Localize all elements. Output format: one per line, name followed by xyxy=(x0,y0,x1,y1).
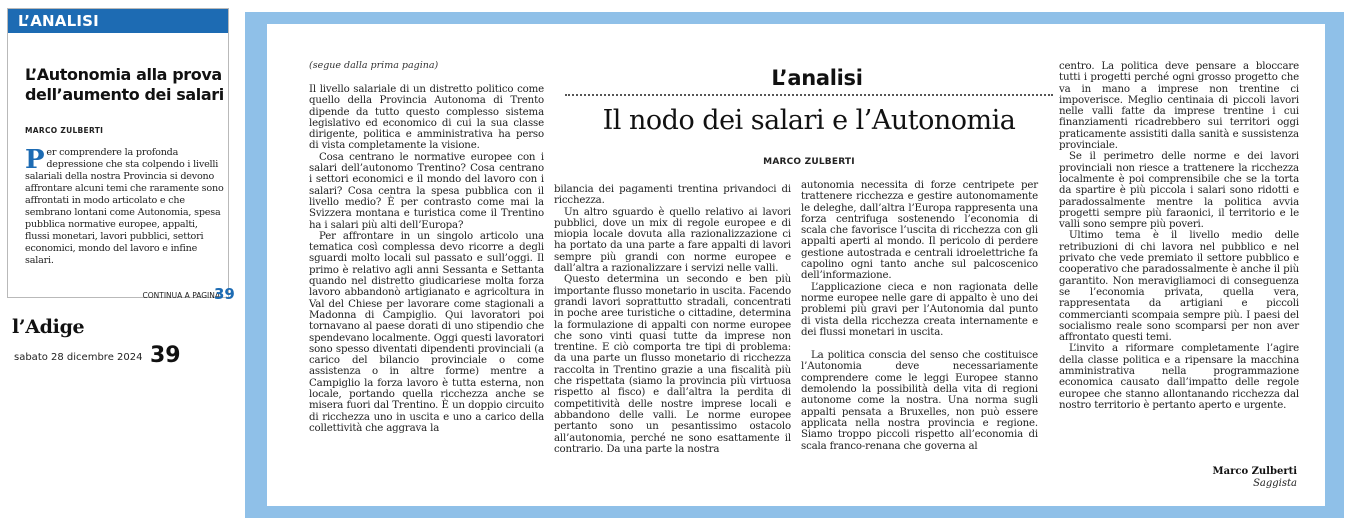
teaser-headline[interactable]: L’Autonomia alla prova dell’aumento dei salari xyxy=(25,65,224,104)
paragraph: Per affrontare in un singolo articolo una tematica così complessa devo ricorre a degli sguardi molto locali sul passato e sull’oggi. Il primo è relativo agli anni Sessanta e Settanta quando nel distretto giudicariese molta forza lavoro abbandonò artigianato e agricoltura in Val del Chiese per lavorare come stagionali a Madonna di Campiglio. Qui lavoratori poi tornavano al paese dorati di uno stipendio che spendevano localmente. Oggi questi lavoratori sono spesso diventati dipendenti provinciali (a carico del bilancio provinciale o come assistenza o in altre forme) mentre a Campiglio la forza lavoro è tutta esterna, non locale, portando quella ricchezza anche se misera fuori dal Trentino. È un doppio circuito di ricchezza uno in uscita e uno a carico della collettività che aggrava la xyxy=(309,230,544,434)
paragraph: Un altro sguardo è quello relativo ai lavori pubblici, dove un mix di regole europee e di miopia locale dovuta alla razionalizzazione ci ha portato da una parte a fare appalti di lavori sempre più grandi con norme europee e dall’altra a razionalizzare i servizi nelle valli. xyxy=(554,206,791,275)
paragraph: Ultimo tema è il livello medio delle retribuzioni di chi lavora nel pubblico e nel privato che vede premiato il settore pubblico e cooperativo che paradossalmente è anche il più garantito. Non meravigliamoci di conseguenza se l’economia privata, quella vera, rappresentata da artigiani e piccoli commercianti scompaia sempre più. I paesi del socialismo reale sono scomparsi per non aver affrontato questi temi. xyxy=(1059,230,1299,344)
signature-role: Saggista xyxy=(1253,478,1297,489)
article-column-4 xyxy=(1059,61,1299,411)
paragraph: Il livello salariale di un distretto politico come quello della Provincia Autonoma di Trento dipende da tutto questo complesso sistema legislativo ed economico di cui la sua classe dirigente, politica e amministrativa ha perso di vista completamente la visione. xyxy=(309,84,544,152)
paragraph: centro. La politica deve pensare a bloccare tutti i progetti perché ogni grosso progetto che va in mano a imprese non trentine ci impoverisce. Meglio centinaia di piccoli lavori nelle valli fatte da imprese trentine i cui finanziamenti ricadrebbero sui territori oggi praticamente assistiti dalla sanità e sussistenza provinciale. xyxy=(1059,61,1299,152)
paragraph: autonomia necessita di forze centripete per trattenere ricchezza e gestire autonomamente le deleghe, dall’altra l’Europa rappresenta una forza centrifuga sostenendo l’economia di scala che favorisce l’uscita di ricchezza con gli appalti aperti al mondo. Il pericolo di perdere gestione autostrada e centrali idroelettriche fa capolino ogni tanto anche sul palcoscenico dell’informazione. xyxy=(801,180,1038,282)
teaser-byline: MARCO ZULBERTI xyxy=(25,126,104,135)
paragraph: L’applicazione cieca e non ragionata delle norme europee nelle gare di appalto è uno dei problemi più gravi per l’Autonomia dal punto di vista della ricchezza creata internamente e dei flussi monetari in uscita. xyxy=(801,281,1038,338)
continuation-note: (segue dalla prima pagina) xyxy=(309,60,439,71)
continue-page-number[interactable]: 39 xyxy=(214,285,235,303)
teaser-dropcap: P xyxy=(25,145,45,175)
article-column-1 xyxy=(309,84,544,434)
continue-label[interactable]: CONTINUA A PAGINA xyxy=(142,291,220,300)
dateline: sabato 28 dicembre 2024 xyxy=(14,352,143,363)
teaser-body xyxy=(25,147,225,267)
article-column-3 xyxy=(801,180,1038,452)
paragraph: Cosa centrano le normative europee con i salari dell’autonomo Trentino? Cosa centrano i settori economici e il mondo del lavoro con i salari? Cosa centra la spesa pubblica con il livello medio? È per contrasto come mai la Svizzera montana e turistica come il Trentino ha i salari più alti dell’Europa? xyxy=(309,151,544,231)
newspaper-masthead: l’Adige xyxy=(12,316,85,338)
teaser-kicker: L’ANALISI xyxy=(8,9,228,33)
section-label: L’analisi xyxy=(771,66,863,90)
dotted-divider xyxy=(565,94,1053,96)
signature-name: Marco Zulberti xyxy=(1212,466,1297,477)
article-sheet xyxy=(267,24,1325,506)
paragraph: bilancia dei pagamenti trentina privandoci di ricchezza. xyxy=(554,184,791,207)
article-author: MARCO ZULBERTI xyxy=(763,157,855,167)
paragraph: Se il perimetro delle norme e dei lavori provinciali non riesce a trattenere la ricchezza localmente è poi comprensibile che se la torta da spartire è più piccola i salari sono ridotti e paradossalmente mentre la politica avvia progetti sempre più faraonici, il territorio e le valli sono sempre più poveri. xyxy=(1059,151,1299,231)
paragraph: La politica conscia del senso che costituisce l’Autonomia deve necessariamente comprendere come le leggi Europee stanno demolendo la possibilità della vita di regioni autonome come la nostra. Una norma sugli appalti pensata a Bruxelles, non può essere applicata nella nostra provincia e regione. Siamo troppo piccoli rispetto all’economia di scala franco-renana che governa al xyxy=(801,350,1038,452)
article-column-2 xyxy=(554,184,791,455)
article-page-frame xyxy=(245,12,1344,518)
front-page-teaser xyxy=(7,8,235,303)
teaser-body-text: er comprendere la profonda depressione che sta colpendo i livelli salariali della nostra Provincia si devono affrontare alcuni temi che raramente sono affrontati in modo articolato e che sembrano lontani come Autonomia, spesa pubblica normative europee, appalti, flussi monetari, lavori pubblici, settori economici, mondo del lavoro e infine salari. xyxy=(25,147,224,266)
article-title: Il nodo dei salari e l’Autonomia xyxy=(602,105,1016,136)
page-number: 39 xyxy=(150,343,181,368)
paragraph: Questo determina un secondo e ben più importante flusso monetario in uscita. Facendo grandi lavori soprattutto stradali, concentrati in poche aree turistiche o cittadine, determina la formulazione di appalti con norme europee che sono vinti quasi tutte da imprese non trentine. E ciò comporta tre tipi di problema: da una parte un flusso monetario di ricchezza raccolta in Trentino grazie a una fiscalità più che rispettata (siamo la provincia più virtuosa rispetto al fisco) e dall’altra la perdita di competitività delle nostre imprese locali e abbandono delle valli. Le norme europee pertanto sono un pesantissimo ostacolo all’autonomia, perché ne sono esattamente il contrario. Da una parte la nostra xyxy=(554,274,791,455)
paragraph: L’invito a riformare completamente l’agire della classe politica e a ripensare la macchina amministrativa nella programmazione economica causato dall’impatto delle regole europee che stanno allontanando ricchezza dal nostro territorio è pertanto aperto e urgente. xyxy=(1059,343,1299,411)
